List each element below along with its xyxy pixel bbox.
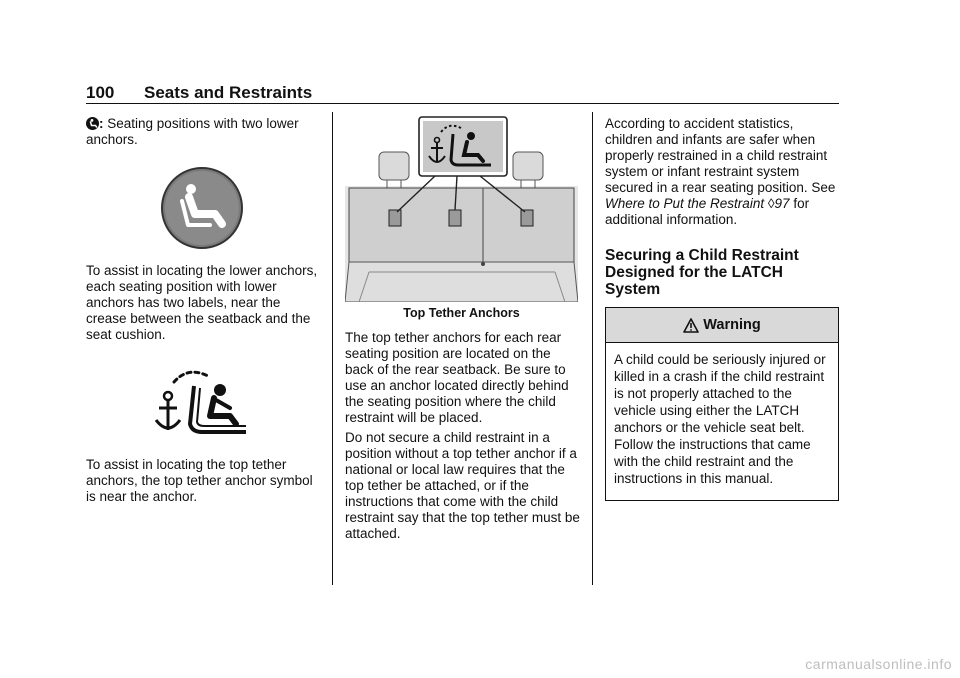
xref-page[interactable]: 97	[774, 196, 790, 211]
section-heading: Seats and Restraints	[144, 83, 313, 102]
paragraph-text: The top tether anchors for each rear seating position are located on the back of the rear seatback. Be sure to use an anchor located directly behind the seating position where the child restraint will be placed.	[345, 330, 569, 425]
column-divider-left	[332, 112, 333, 585]
rear-seat-figure	[345, 116, 578, 302]
intro-end-text: for additional information.	[605, 196, 810, 227]
intro-text: According to accident statistics, children and infants are safer when properly restrained in a child restraint system or infant restraint system secured in a rear seating position. See	[605, 116, 836, 195]
xref-link[interactable]: Where to Put the Restraint	[605, 196, 765, 211]
xref-arrow-icon: ◊	[767, 196, 775, 211]
warning-icon	[683, 318, 699, 333]
paragraph-text: Do not secure a child restraint in a position without a top tether anchor if a national or local law requires that the top tether be attached, or if the instructions that come with the child restraint say that the top tether must be attached.	[345, 430, 580, 541]
page-number: 100	[86, 83, 115, 102]
lower-anchor-description	[86, 116, 322, 148]
paragraph-text: To assist in locating the top tether anchors, the top tether anchor symbol is near the anchor.	[86, 457, 313, 504]
warning-text: A child could be seriously injured or killed in a crash if the child restraint is not properly attached to the vehicle using either the LATCH anchors or the vehicle seat belt. Follow the instructions that came with the child restraint and the instructions in this manual.	[614, 352, 826, 486]
paragraph-top-tether-law	[345, 430, 581, 542]
warning-title: Warning	[703, 317, 761, 333]
section-title: Securing a Child Restraint Designed for the LATCH System	[605, 247, 799, 298]
page-header	[86, 83, 839, 103]
lower-anchor-sep: :	[99, 116, 104, 131]
paragraph-locate-top-tether	[86, 457, 322, 505]
figure-caption: Top Tether Anchors	[403, 306, 520, 320]
column-divider-right	[592, 112, 593, 585]
lower-anchor-badge-icon	[86, 117, 99, 130]
paragraph-text: To assist in locating the lower anchors, each seating position with lower anchors has two labels, near the crease between the seatback and the seat cushion.	[86, 263, 318, 342]
warning-box	[605, 307, 839, 501]
paragraph-locate-lower-anchors	[86, 263, 322, 343]
header-rule	[86, 103, 839, 104]
paragraph-top-tether-location	[345, 330, 581, 426]
lower-anchor-text: Seating positions with two lower anchors.	[86, 116, 299, 147]
warning-header	[606, 308, 838, 343]
top-tether-symbol-icon	[150, 366, 254, 438]
watermark: carmanualsonline.info	[805, 656, 952, 672]
paragraph-accident-statistics	[605, 116, 841, 228]
lower-anchor-symbol-icon	[160, 167, 244, 249]
